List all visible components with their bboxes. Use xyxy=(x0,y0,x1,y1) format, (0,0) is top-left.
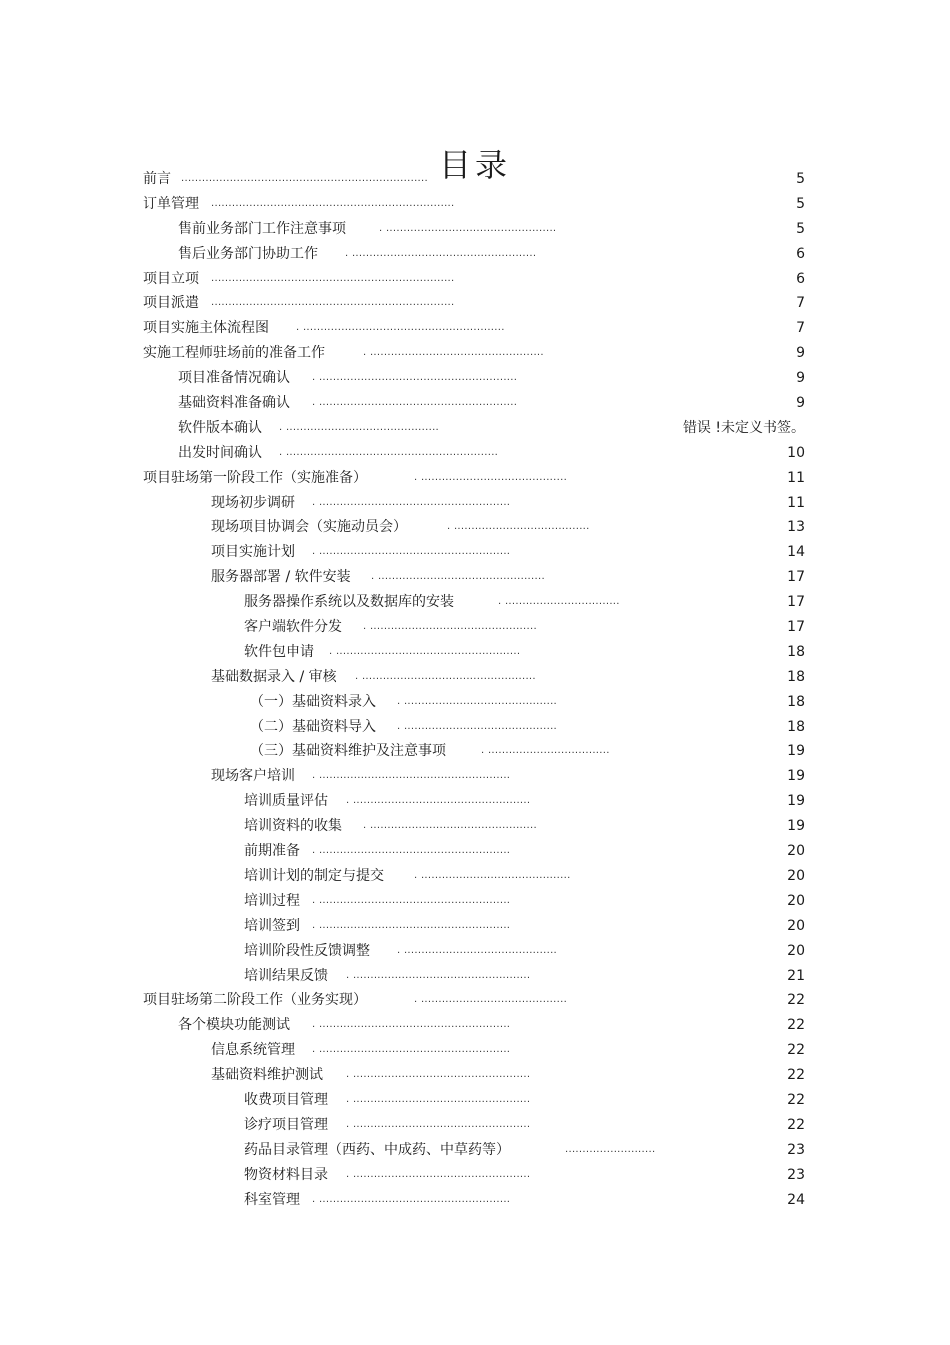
toc-page-number: 7 xyxy=(796,320,805,337)
toc-entry[interactable] xyxy=(0,590,950,615)
toc-entry[interactable] xyxy=(0,192,950,217)
toc-entry-title: （三）基础资料维护及注意事项 xyxy=(250,743,446,760)
toc-leader: . ................................................ xyxy=(363,621,537,633)
toc-entry[interactable] xyxy=(0,814,950,839)
toc-leader: . ......................................................... xyxy=(312,397,518,409)
toc-page-number: 11 xyxy=(787,469,805,486)
toc-page-number: 5 xyxy=(796,220,805,237)
toc-leader: . ................................................... xyxy=(346,1069,531,1081)
toc-entry[interactable] xyxy=(0,267,950,292)
toc-page-number: 7 xyxy=(796,295,805,312)
toc-entry[interactable] xyxy=(0,939,950,964)
toc-entry[interactable] xyxy=(0,491,950,516)
toc-page-number: 9 xyxy=(796,345,805,362)
toc-page-number: 11 xyxy=(787,494,805,511)
toc-entry-title: 项目实施计划 xyxy=(211,544,295,561)
toc-entry-title: 药品目录管理（西药、中成药、中草药等） xyxy=(244,1141,510,1158)
toc-entry[interactable] xyxy=(0,515,950,540)
toc-leader: . ..................................................... xyxy=(345,247,537,259)
toc-entry-title: 培训资料的收集 xyxy=(244,818,342,835)
toc-entry[interactable] xyxy=(0,789,950,814)
toc-entry-title: 订单管理 xyxy=(143,195,199,212)
toc-entry-title: （二）基础资料导入 xyxy=(250,718,376,735)
toc-page-number: 14 xyxy=(787,544,805,561)
toc-entry-title: 售前业务部门工作注意事项 xyxy=(178,220,346,237)
toc-entry[interactable] xyxy=(0,366,950,391)
toc-page-number: 9 xyxy=(796,370,805,387)
toc-entry-title: 软件版本确认 xyxy=(178,419,262,436)
toc-page-number: 9 xyxy=(796,395,805,412)
toc-entry-title: 诊疗项目管理 xyxy=(244,1116,328,1133)
toc-entry[interactable] xyxy=(0,665,950,690)
toc-entry[interactable] xyxy=(0,615,950,640)
toc-page-number: 22 xyxy=(787,1042,805,1059)
toc-page-number: 10 xyxy=(787,444,805,461)
toc-entry[interactable] xyxy=(0,864,950,889)
table-of-contents xyxy=(0,167,950,1212)
toc-leader: . ................................................... xyxy=(346,1168,531,1180)
toc-entry-title: 项目驻场第二阶段工作（业务实现） xyxy=(143,992,367,1009)
toc-leader: . ....................................................... xyxy=(312,1044,511,1056)
toc-entry[interactable] xyxy=(0,565,950,590)
toc-entry-title: 基础数据录入 / 审核 xyxy=(211,668,337,685)
toc-entry-title: 项目准备情况确认 xyxy=(178,370,290,387)
toc-leader: . ......................................................... xyxy=(312,372,518,384)
toc-page-number: 20 xyxy=(787,892,805,909)
toc-page-number: 18 xyxy=(787,643,805,660)
toc-entry[interactable] xyxy=(0,839,950,864)
toc-entry-title: 基础资料维护测试 xyxy=(211,1067,323,1084)
toc-leader: . ................................................... xyxy=(346,1118,531,1130)
toc-entry-title: 服务器部署 / 软件安装 xyxy=(211,569,351,586)
toc-entry[interactable] xyxy=(0,1088,950,1113)
toc-entry[interactable] xyxy=(0,217,950,242)
toc-leader: . ........................................... xyxy=(414,869,571,881)
toc-entry-title: 各个模块功能测试 xyxy=(178,1017,290,1034)
toc-leader: . ................................... xyxy=(481,745,610,757)
toc-page-number: 24 xyxy=(787,1191,805,1208)
toc-entry[interactable] xyxy=(0,1063,950,1088)
toc-entry-title: 现场项目协调会（实施动员会） xyxy=(211,519,407,536)
toc-entry[interactable] xyxy=(0,1188,950,1213)
toc-page-number: 21 xyxy=(787,967,805,984)
toc-entry[interactable] xyxy=(0,441,950,466)
toc-page-number: 18 xyxy=(787,693,805,710)
toc-leader: ...................................................................... xyxy=(211,297,455,309)
toc-entry-title: （一）基础资料录入 xyxy=(250,693,376,710)
toc-leader: . ....................................................... xyxy=(312,770,511,782)
toc-leader: ....................................................................... xyxy=(181,173,428,184)
toc-entry[interactable] xyxy=(0,540,950,565)
toc-page-number: 20 xyxy=(787,843,805,860)
toc-page-number: 20 xyxy=(787,917,805,934)
toc-page-number: 22 xyxy=(787,1116,805,1133)
toc-entry-title: 培训阶段性反馈调整 xyxy=(244,942,370,959)
toc-entry-title: 服务器操作系统以及数据库的安装 xyxy=(244,594,454,611)
toc-leader: . ..................................................... xyxy=(329,645,521,657)
toc-leader: . ............................................ xyxy=(397,695,558,707)
toc-leader: . ....................................................... xyxy=(312,546,511,558)
toc-page-number: 5 xyxy=(796,171,805,187)
page-title: 目录 xyxy=(438,146,511,185)
toc-leader: . ....................................................... xyxy=(312,1019,511,1031)
toc-page-number: 23 xyxy=(787,1166,805,1183)
toc-entry[interactable] xyxy=(0,291,950,316)
toc-entry[interactable] xyxy=(0,739,950,764)
toc-entry-title: 培训过程 xyxy=(244,892,300,909)
toc-leader: . ................................................... xyxy=(346,1093,531,1105)
toc-leader: . ....................................... xyxy=(447,521,590,533)
toc-page-number: 6 xyxy=(796,245,805,262)
toc-page-number: 18 xyxy=(787,668,805,685)
toc-leader: . .......................................... xyxy=(414,994,568,1006)
toc-leader: ...................................................................... xyxy=(211,272,455,284)
toc-entry-title: 项目立项 xyxy=(143,270,199,287)
toc-entry[interactable] xyxy=(0,914,950,939)
toc-page-number: 20 xyxy=(787,942,805,959)
toc-entry[interactable] xyxy=(0,391,950,416)
toc-leader: .......................... xyxy=(565,1143,656,1155)
toc-entry-title: 软件包申请 xyxy=(244,643,314,660)
toc-entry[interactable] xyxy=(0,764,950,789)
toc-page-number: 6 xyxy=(796,270,805,287)
toc-page-number: 5 xyxy=(796,195,805,212)
toc-entry-title: 现场客户培训 xyxy=(211,768,295,785)
toc-entry-title: 现场初步调研 xyxy=(211,494,295,511)
toc-leader: . .................................................. xyxy=(355,670,536,682)
toc-entry-title: 实施工程师驻场前的准备工作 xyxy=(143,345,325,362)
toc-entry[interactable] xyxy=(0,715,950,740)
toc-leader: ...................................................................... xyxy=(211,197,455,209)
toc-entry[interactable] xyxy=(0,964,950,989)
toc-entry[interactable] xyxy=(0,889,950,914)
toc-entry-title: 培训质量评估 xyxy=(244,793,328,810)
toc-entry-title: 客户端软件分发 xyxy=(244,619,342,636)
toc-entry[interactable] xyxy=(0,466,950,491)
toc-page-number: 13 xyxy=(787,519,805,536)
toc-page-number: 20 xyxy=(787,867,805,884)
toc-entry[interactable] xyxy=(0,1013,950,1038)
toc-entry-title: 科室管理 xyxy=(244,1191,300,1208)
toc-entry-title: 培训结果反馈 xyxy=(244,967,328,984)
toc-entry-title: 培训计划的制定与提交 xyxy=(244,867,384,884)
toc-page-number: 19 xyxy=(787,768,805,785)
toc-entry[interactable] xyxy=(0,242,950,267)
toc-page-number: 23 xyxy=(787,1141,805,1158)
toc-leader: . ................................................... xyxy=(346,969,531,981)
toc-leader: . ....................................................... xyxy=(312,1193,511,1205)
toc-leader: . .......................................................... xyxy=(296,322,505,334)
toc-page-number: 19 xyxy=(787,818,805,835)
toc-page-number: 19 xyxy=(787,793,805,810)
toc-page-number: 22 xyxy=(787,992,805,1009)
toc-entry-title: 前言 xyxy=(143,171,171,187)
toc-entry[interactable] xyxy=(0,1138,950,1163)
toc-entry[interactable] xyxy=(0,316,950,341)
toc-page-number: 22 xyxy=(787,1067,805,1084)
toc-entry[interactable] xyxy=(0,167,950,192)
toc-leader: . ................................. xyxy=(498,596,620,608)
toc-leader: . ............................................ xyxy=(279,421,440,433)
toc-leader: . ................................................... xyxy=(346,795,531,807)
toc-leader: . ............................................ xyxy=(397,944,558,956)
toc-leader: . .................................................. xyxy=(363,347,544,359)
toc-leader: . ................................................ xyxy=(371,571,545,583)
toc-entry-title: 培训签到 xyxy=(244,917,300,934)
toc-entry[interactable] xyxy=(0,640,950,665)
toc-page-number: 17 xyxy=(787,569,805,586)
toc-leader: . ............................................ xyxy=(397,720,558,732)
toc-page-number: 错误 !未定义书签。 xyxy=(682,419,805,436)
toc-leader: . ....................................................... xyxy=(312,919,511,931)
toc-entry-title: 项目驻场第一阶段工作（实施准备） xyxy=(143,469,367,486)
toc-entry[interactable] xyxy=(0,1113,950,1138)
toc-leader: . ............................................................. xyxy=(279,446,499,458)
toc-entry-title: 信息系统管理 xyxy=(211,1042,295,1059)
toc-entry[interactable] xyxy=(0,416,950,441)
toc-entry-title: 收费项目管理 xyxy=(244,1091,328,1108)
toc-entry-title: 出发时间确认 xyxy=(178,444,262,461)
toc-entry[interactable] xyxy=(0,690,950,715)
toc-page-number: 22 xyxy=(787,1091,805,1108)
toc-leader: . ................................................. xyxy=(379,222,557,234)
toc-page-number: 18 xyxy=(787,718,805,735)
toc-entry[interactable] xyxy=(0,341,950,366)
toc-entry[interactable] xyxy=(0,1163,950,1188)
toc-leader: . ....................................................... xyxy=(312,845,511,857)
toc-entry-title: 基础资料准备确认 xyxy=(178,395,290,412)
toc-page-number: 22 xyxy=(787,1017,805,1034)
toc-leader: . .......................................... xyxy=(414,471,568,483)
toc-leader: . ....................................................... xyxy=(312,894,511,906)
toc-entry-title: 物资材料目录 xyxy=(244,1166,328,1183)
toc-page-number: 19 xyxy=(787,743,805,760)
toc-page-number: 17 xyxy=(787,594,805,611)
toc-entry-title: 前期准备 xyxy=(244,843,300,860)
toc-entry-title: 售后业务部门协助工作 xyxy=(178,245,318,262)
toc-entry-title: 项目派遣 xyxy=(143,295,199,312)
toc-leader: . ................................................ xyxy=(363,820,537,832)
toc-entry[interactable] xyxy=(0,988,950,1013)
toc-page-number: 17 xyxy=(787,619,805,636)
toc-entry-title: 项目实施主体流程图 xyxy=(143,320,269,337)
toc-entry[interactable] xyxy=(0,1038,950,1063)
toc-leader: . ....................................................... xyxy=(312,496,511,508)
